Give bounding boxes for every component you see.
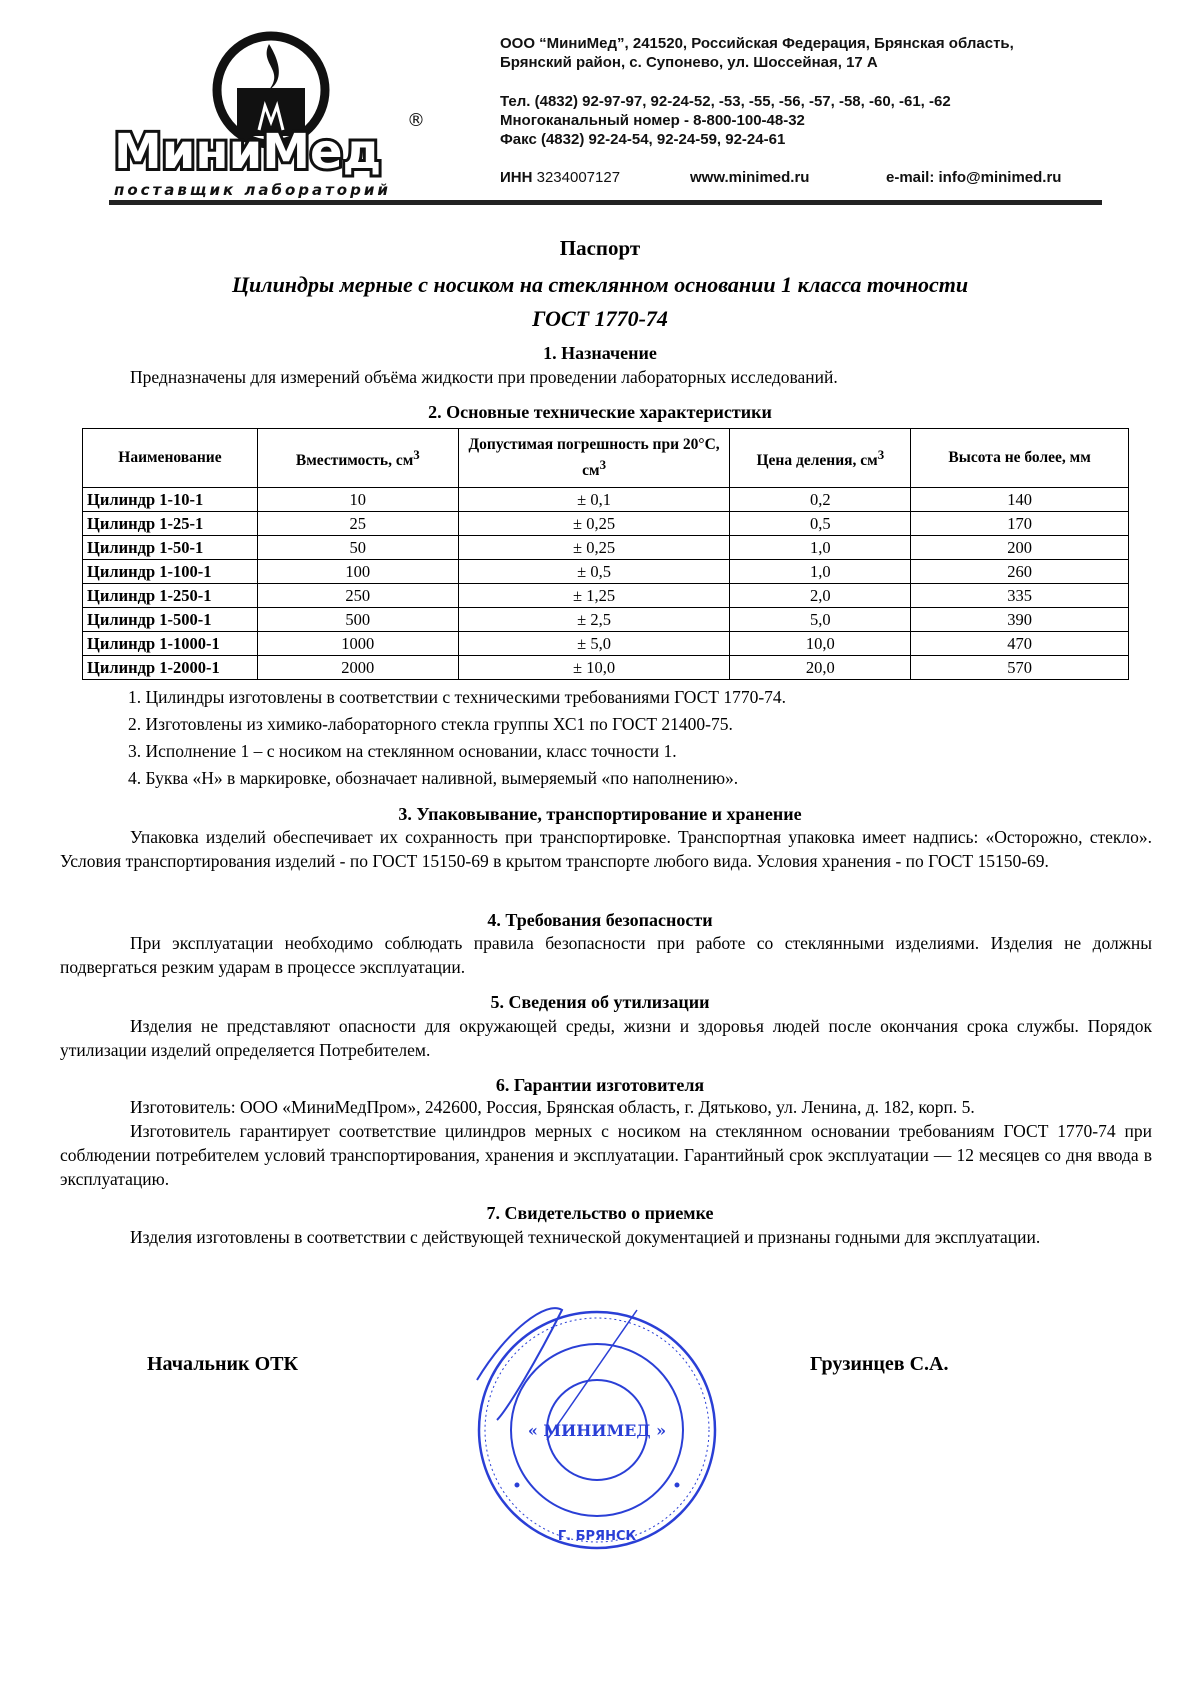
- table-cell: 5,0: [730, 608, 911, 632]
- table-cell: 170: [911, 512, 1129, 536]
- column-header: Наименование: [83, 429, 258, 488]
- column-header: Вместимость, $см^3$: [257, 429, 458, 488]
- column-header: Цена деления, $см^3$: [730, 429, 911, 488]
- table-cell: ± 0,5: [458, 560, 730, 584]
- table-row: [83, 656, 1129, 680]
- signatory-position: Начальник ОТК: [147, 1353, 298, 1375]
- inn-value: 3234007127: [536, 169, 621, 186]
- table-cell: 140: [911, 488, 1129, 512]
- multichannel-phone: Многоканальный номер - 8-800-100-48-32: [500, 112, 805, 129]
- manufacturer-info: Изготовитель: ООО «МиниМедПром», 242600, Россия, Брянская область, г. Дятьково, ул. Ленина, д. 182, корп. 5.: [130, 1097, 975, 1117]
- address-line: ООО “МиниМед”, 241520, Российская Федерация, Брянская область,: [500, 35, 1014, 52]
- stamp-center-text: « МИНИМЕД »: [527, 1421, 667, 1440]
- column-header: Допустимая погрешность при 20°С, $см^3$: [458, 429, 730, 488]
- table-row: [83, 560, 1129, 584]
- table-cell: 2,0: [730, 584, 911, 608]
- section-heading: 6. Гарантии изготовителя: [495, 1075, 705, 1095]
- table-row: [83, 608, 1129, 632]
- table-cell: ± 10,0: [458, 656, 730, 680]
- cell-name: Цилиндр 1-1000-1: [83, 632, 258, 656]
- section-heading: 1. Назначение: [543, 343, 657, 363]
- cell-name: Цилиндр 1-250-1: [83, 584, 258, 608]
- table-cell: ± 5,0: [458, 632, 730, 656]
- table-cell: 500: [257, 608, 458, 632]
- table-cell: 570: [911, 656, 1129, 680]
- company-contacts: [500, 92, 951, 149]
- specifications-table: [82, 428, 1129, 680]
- table-cell: 390: [911, 608, 1129, 632]
- stamp-seal-icon: [467, 1300, 727, 1560]
- email-link[interactable]: e-mail: info@minimed.ru: [886, 169, 1062, 186]
- inn: [500, 168, 620, 187]
- address-line: Брянский район, с. Супонево, ул. Шоссейная, 17 А: [500, 54, 878, 71]
- company-logo: [109, 30, 434, 200]
- note-item: 3. Исполнение 1 – с носиком на стеклянном основании, класс точности 1.: [128, 741, 677, 761]
- note-item: 1. Цилиндры изготовлены в соответствии с техническими требованиями ГОСТ 1770-74.: [128, 687, 787, 707]
- section-text: Изделия не представляют опасности для окружающей среды, жизни и здоровья людей после окончания срока службы. Порядок утилизации изделий определяется Потребителем.: [60, 1016, 1152, 1060]
- cell-name: Цилиндр 1-25-1: [83, 512, 258, 536]
- table-cell: 10,0: [730, 632, 911, 656]
- section-text: Предназначены для измерений объёма жидкости при проведении лабораторных исследований.: [130, 367, 838, 387]
- document-subtitle: Цилиндры мерные с носиком на стеклянном основании 1 класса точности: [231, 272, 969, 297]
- standard-code: ГОСТ 1770-74: [532, 306, 668, 331]
- column-header: Высота не более, мм: [911, 429, 1129, 488]
- table-row: [83, 488, 1129, 512]
- cell-name: Цилиндр 1-100-1: [83, 560, 258, 584]
- table-cell: 1000: [257, 632, 458, 656]
- svg-text:МиниМед: МиниМед: [114, 124, 382, 180]
- table-row: [83, 584, 1129, 608]
- table-row: [83, 632, 1129, 656]
- note-item: 2. Изготовлены из химико-лабораторного стекла группы ХС1 по ГОСТ 21400-75.: [128, 714, 733, 734]
- svg-text:®: ®: [407, 110, 425, 131]
- section-heading: 7. Свидетельство о приемке: [486, 1203, 714, 1223]
- table-cell: ± 0,1: [458, 488, 730, 512]
- table-cell: ± 0,25: [458, 536, 730, 560]
- svg-text:поставщик лабораторий: поставщик лабораторий: [114, 181, 391, 199]
- company-stamp: [467, 1300, 727, 1560]
- table-cell: 1,0: [730, 560, 911, 584]
- section-heading: 5. Сведения об утилизации: [490, 992, 710, 1012]
- section-text: При эксплуатации необходимо соблюдать правила безопасности при работе со стеклянными изделиями. Изделия не должны подвергаться резким ударам в процессе эксплуатации.: [60, 933, 1152, 977]
- logo-flame-icon: [109, 30, 434, 200]
- signatory-name: Грузинцев С.А.: [810, 1353, 949, 1375]
- company-address: [500, 34, 1014, 72]
- table-cell: 0,2: [730, 488, 911, 512]
- website-link[interactable]: www.minimed.ru: [690, 169, 810, 186]
- table-cell: 50: [257, 536, 458, 560]
- cell-name: Цилиндр 1-500-1: [83, 608, 258, 632]
- header-divider: [109, 200, 1102, 205]
- table-cell: 25: [257, 512, 458, 536]
- cell-name: Цилиндр 1-2000-1: [83, 656, 258, 680]
- inn-label: ИНН: [500, 169, 533, 186]
- document-title: Паспорт: [559, 236, 641, 260]
- table-cell: 470: [911, 632, 1129, 656]
- table-cell: 100: [257, 560, 458, 584]
- section-text: Изделия изготовлены в соответствии с действующей технической документацией и признаны годными для эксплуатации.: [130, 1227, 1041, 1247]
- section-heading: 2. Основные технические характеристики: [428, 402, 772, 422]
- table-header-row: [83, 429, 1129, 488]
- cell-name: Цилиндр 1-10-1: [83, 488, 258, 512]
- table-cell: 200: [911, 536, 1129, 560]
- phone: Тел. (4832) 92-97-97, 92-24-52, -53, -55, -56, -57, -58, -60, -61, -62: [500, 93, 951, 110]
- table-cell: ± 0,25: [458, 512, 730, 536]
- table-cell: 250: [257, 584, 458, 608]
- note-item: 4. Буква «Н» в маркировке, обозначает наливной, вымеряемый «по наполнению».: [128, 768, 739, 788]
- section-heading: 3. Упаковывание, транспортирование и хранение: [398, 804, 802, 824]
- section-heading: 4. Требования безопасности: [487, 910, 713, 930]
- table-cell: 10: [257, 488, 458, 512]
- table-row: [83, 512, 1129, 536]
- table-cell: ± 2,5: [458, 608, 730, 632]
- section-text: [60, 1095, 1152, 1191]
- stamp-city-text: Г. БРЯНСК: [557, 1529, 637, 1544]
- table-cell: 20,0: [730, 656, 911, 680]
- cell-name: Цилиндр 1-50-1: [83, 536, 258, 560]
- table-cell: 2000: [257, 656, 458, 680]
- section-text: Упаковка изделий обеспечивает их сохранность при транспортировке. Транспортная упаковка имеет надпись: «Осторожно, стекло». Условия транспортирования изделий - по ГОСТ 15150-69 в крытом транспорте любого вида. Условия хранения - по ГОСТ 15150-69.: [60, 827, 1152, 871]
- warranty-info: Изготовитель гарантирует соответствие цилиндров мерных с носиком на стеклянном основании требованиям ГОСТ 1770-74 при соблюдении потребителем условий транспортирования, хранения и эксплуатации. Гарантийный срок эксплуатации — 12 месяцев со дня ввода в эксплуатацию.: [60, 1121, 1152, 1189]
- table-cell: 260: [911, 560, 1129, 584]
- fax: Факс (4832) 92-24-54, 92-24-59, 92-24-61: [500, 131, 786, 148]
- table-cell: ± 1,25: [458, 584, 730, 608]
- table-row: [83, 536, 1129, 560]
- table-cell: 335: [911, 584, 1129, 608]
- table-cell: 1,0: [730, 536, 911, 560]
- table-cell: 0,5: [730, 512, 911, 536]
